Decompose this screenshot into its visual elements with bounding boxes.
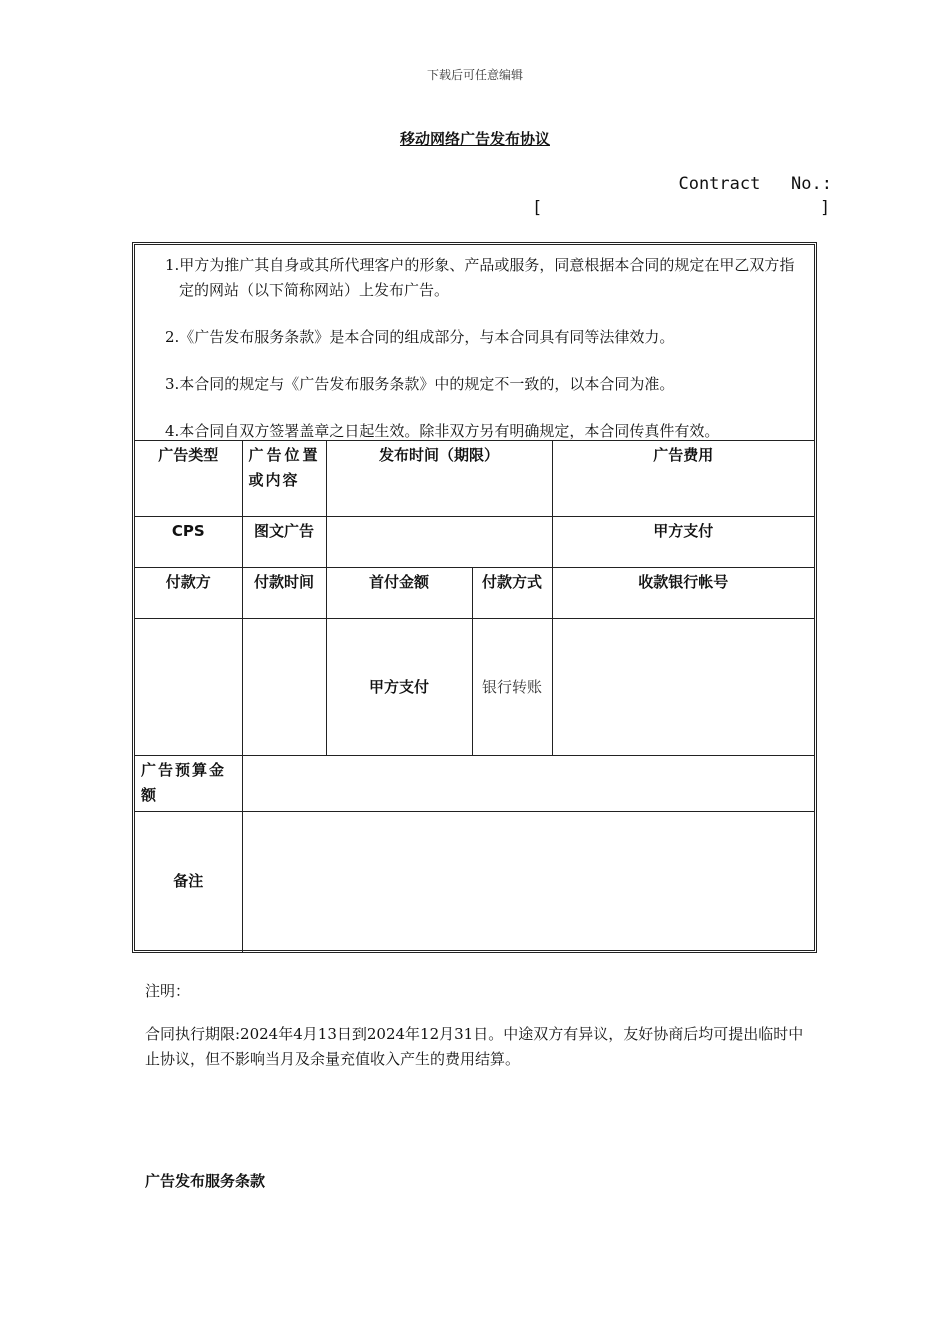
table-row: [135, 441, 814, 517]
ad-position-value: 图文广告: [242, 517, 326, 568]
table-row: [135, 756, 814, 812]
contract-frame: [132, 242, 817, 953]
payer-header: 付款方: [135, 568, 242, 619]
table-row: [135, 517, 814, 568]
clause-3: 3.本合同的规定与《广告发布服务条款》中的规定不一致的，以本合同为准。: [165, 375, 675, 393]
contract-number-bracket-close: ]: [820, 198, 831, 218]
remarks-value[interactable]: [242, 812, 814, 952]
clause-4: 4.本合同自双方签署盖章之日起生效。除非双方另有明确规定，本合同传真件有效。: [165, 422, 720, 440]
ad-fee-value: 甲方支付: [552, 517, 814, 568]
contract-number-bracket-open: [: [532, 198, 543, 218]
publish-time-value[interactable]: [326, 517, 552, 568]
clause-2: 2.《广告发布服务条款》是本合同的组成部分，与本合同具有同等法律效力。: [165, 328, 675, 346]
ad-type-value: CPS: [135, 517, 242, 568]
table-row: [135, 568, 814, 619]
pay-time-value[interactable]: [242, 619, 326, 756]
payer-value[interactable]: [135, 619, 242, 756]
table-row: [135, 619, 814, 756]
clause-list: [165, 253, 805, 444]
pay-method-header: 付款方式: [472, 568, 552, 619]
header-note: 下载后可任意编辑: [426, 68, 523, 82]
remarks-label: 备注: [135, 812, 242, 952]
pay-time-header: 付款时间: [242, 568, 326, 619]
ad-type-header: 广告类型: [135, 441, 242, 517]
budget-label: 广告预算金额: [135, 756, 242, 812]
pay-method-value: 银行转账: [472, 619, 552, 756]
bank-account-value[interactable]: [552, 619, 814, 756]
bank-account-header: 收款银行帐号: [552, 568, 814, 619]
ad-contract-table: [135, 440, 814, 952]
ad-position-header: 广告位置或内容: [242, 441, 326, 517]
notes-body: 合同执行期限:2024年4月13日到2024年12月31日。中途双方有异议，友好协商后均可提出临时中止协议，但不影响当月及余量充值收入产生的费用结算。: [145, 1025, 804, 1068]
table-row: [135, 812, 814, 952]
first-amount-value: 甲方支付: [326, 619, 472, 756]
ad-fee-header: 广告费用: [552, 441, 814, 517]
publish-time-header: 发布时间（期限）: [326, 441, 552, 517]
clause-1: 1.甲方为推广其自身或其所代理客户的形象、产品或服务，同意根据本合同的规定在甲乙双方指定的网站（以下简称网站）上发布广告。: [165, 256, 795, 299]
document-title: 移动网络广告发布协议: [399, 130, 550, 148]
notes-label: 注明：: [145, 982, 191, 1000]
section-title: 广告发布服务条款: [145, 1172, 266, 1190]
first-amount-header: 首付金额: [326, 568, 472, 619]
contract-number-label: Contract No.:: [678, 174, 832, 194]
budget-value[interactable]: [242, 756, 814, 812]
